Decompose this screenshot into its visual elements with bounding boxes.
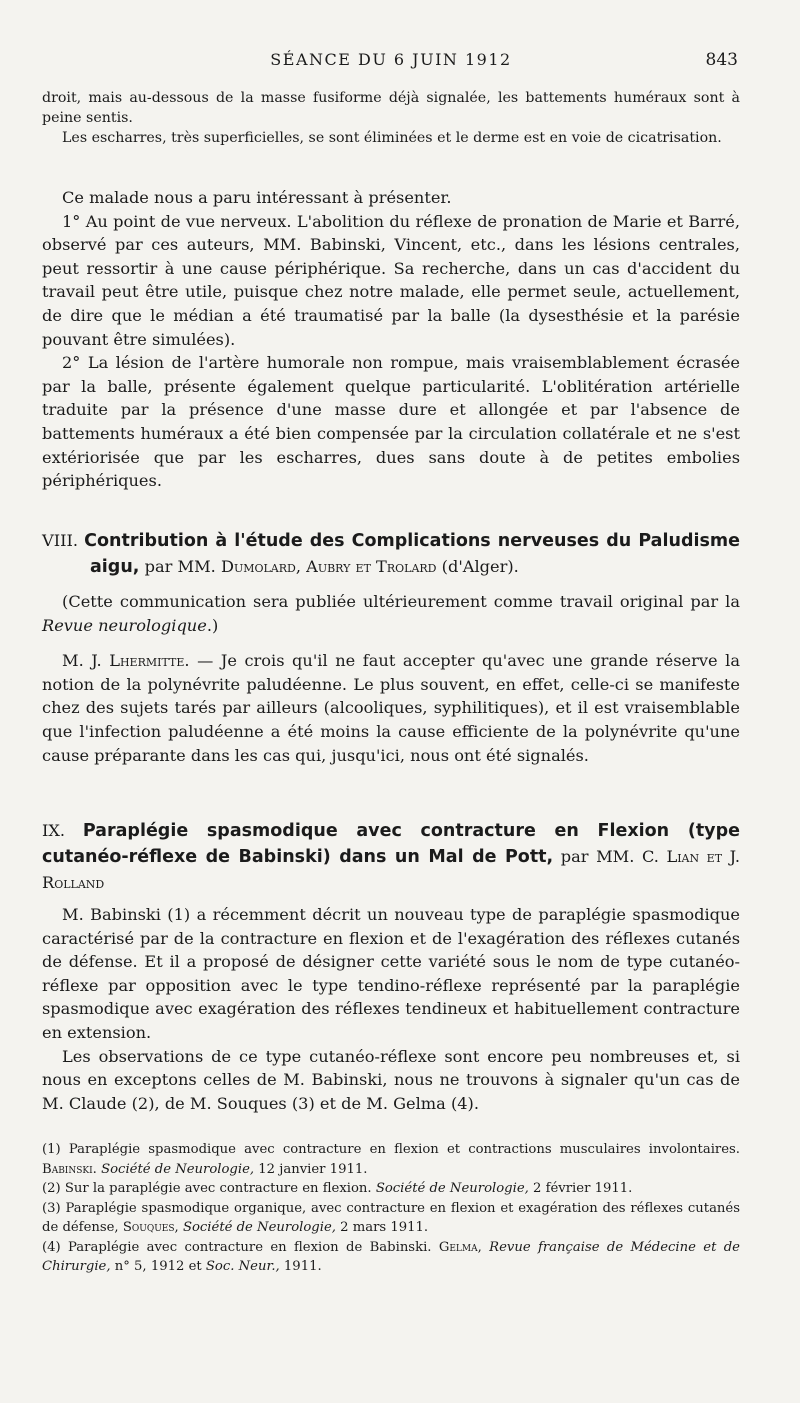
- authors-prefix: par MM.: [560, 847, 635, 866]
- footnote: (2) Sur la paraplégie avec contracture en flexion. Société de Neurologie, 2 février 1911.: [42, 1181, 633, 1196]
- paragraph: M. Babinski (1) a récemment décrit un nouveau type de paraplégie spasmodique caractérisé par de la contracture en flexion et de l'exagération des réflexes cutanés de défense. Et il a proposé de désigner cette variété sous le nom de type cutanéo-réflexe par opposition avec le type tendino-réflexe représenté par la paraplégie spasmodique avec exagération des réflexes tendineux et habituellement contracture en extension.: [42, 905, 740, 1042]
- paragraph: 1° Au point de vue nerveux. L'abolition du réflexe de pronation de Marie et Barré, observé par ces auteurs, MM. Babinski, Vincent, etc., dans les lésions centrales, peut ressortir à une cause périphérique. Sa recherche, dans un cas d'accident du travail peut être utile, puisque chez notre malade, elle permet seule, actuellement, de dire que le médian a été traumatisé par la balle (la dysesthésie et la parésie pouvant être simulées).: [42, 211, 740, 349]
- section-title: Contribution à l'étude des Complications nerveuses du Paludisme aigu,: [84, 531, 740, 577]
- section-number: VIII.: [42, 531, 79, 550]
- discussion: [42, 186, 740, 493]
- footnote: (4) Paraplégie avec contracture en flexion de Babinski. Gelma, Revue française de Médecine et de Chirurgie, n° 5, 1912 et Soc. Neur., 1911.: [42, 1239, 740, 1274]
- paragraph: Les observations de ce type cutanéo-réflexe sont encore peu nombreuses et, si nous en exceptons celles de M. Babinski, nous ne trouvons à signaler qu'un cas de M. Claude (2), de M. Souques (3) et de M. Gelma (4).: [42, 1046, 740, 1113]
- footnote: (3) Paraplégie spasmodique organique, avec contracture en flexion et exagération des réflexes cutanés de défense, Souques, Société de Neurologie, 2 mars 1911.: [42, 1200, 740, 1235]
- section-viii: [42, 528, 740, 580]
- authors: Dumolard, Aubry et Trolard: [220, 557, 437, 576]
- section-heading: [42, 528, 740, 580]
- top-paragraphs: [42, 88, 740, 148]
- paragraph: Les escharres, très superficielles, se sont éliminées et le derme est en voie de cicatrisation.: [62, 130, 722, 146]
- section-viii-body: [42, 590, 740, 767]
- discussion-comment: M. J. Lhermitte. — Je crois qu'il ne faut accepter qu'avec une grande réserve la notion de la polynévrite paludéenne. Le plus souvent, en effet, celle-ci se manifeste chez des sujets tarés par ailleurs (alcooliques, syphilitiques), et il est vraisemblable que l'infection paludéenne a été moins la cause efficiente de la polynévrite qu'une cause préparante dans les cas qui, jusqu'ici, nous ont été signalés.: [42, 651, 740, 765]
- section-ix: [42, 818, 740, 895]
- place: (d'Alger).: [441, 557, 519, 576]
- journal-name: Revue neurologique: [42, 615, 207, 635]
- running-head: [44, 50, 738, 74]
- paragraph: Ce malade nous a paru intéressant à présenter.: [62, 188, 452, 207]
- section-number: IX.: [42, 821, 66, 840]
- publication-note: (Cette communication sera publiée ultérieurement comme travail original par la Revue neurologique.): [42, 592, 740, 635]
- page-number: 843: [705, 50, 738, 70]
- authors: C. Lian et J. Rolland: [42, 847, 740, 892]
- authors-prefix: par MM.: [144, 557, 216, 576]
- footnote: (1) Paraplégie spasmodique avec contracture en flexion et contractions musculaires involontaires. Babinski. Société de Neurologie, 12 janvier 1911.: [42, 1142, 740, 1177]
- speaker: M. J. Lhermitte.: [62, 651, 190, 671]
- paragraph: 2° La lésion de l'artère humorale non rompue, mais vraisemblablement écrasée par la balle, présente également quelque particularité. L'oblitération artérielle traduite par la présence d'une masse dure et allongée et par l'absence de battements huméraux a été bien compensée par la circulation collatérale et ne s'est extériorisée que par les escharres, dues sans doute à de petites embolies périphériques.: [42, 353, 740, 491]
- section-ix-body: [42, 903, 740, 1115]
- footnotes: [42, 1140, 740, 1277]
- paragraph: droit, mais au-dessous de la masse fusiforme déjà signalée, les battements huméraux sont à peine sentis.: [42, 90, 740, 126]
- section-title: Paraplégie spasmodique avec contracture en Flexion (type cutanéo-réflexe de Babinski) dans un Mal de Pott,: [42, 821, 740, 867]
- running-title: SÉANCE DU 6 JUIN 1912: [270, 50, 512, 69]
- section-heading: [42, 818, 740, 895]
